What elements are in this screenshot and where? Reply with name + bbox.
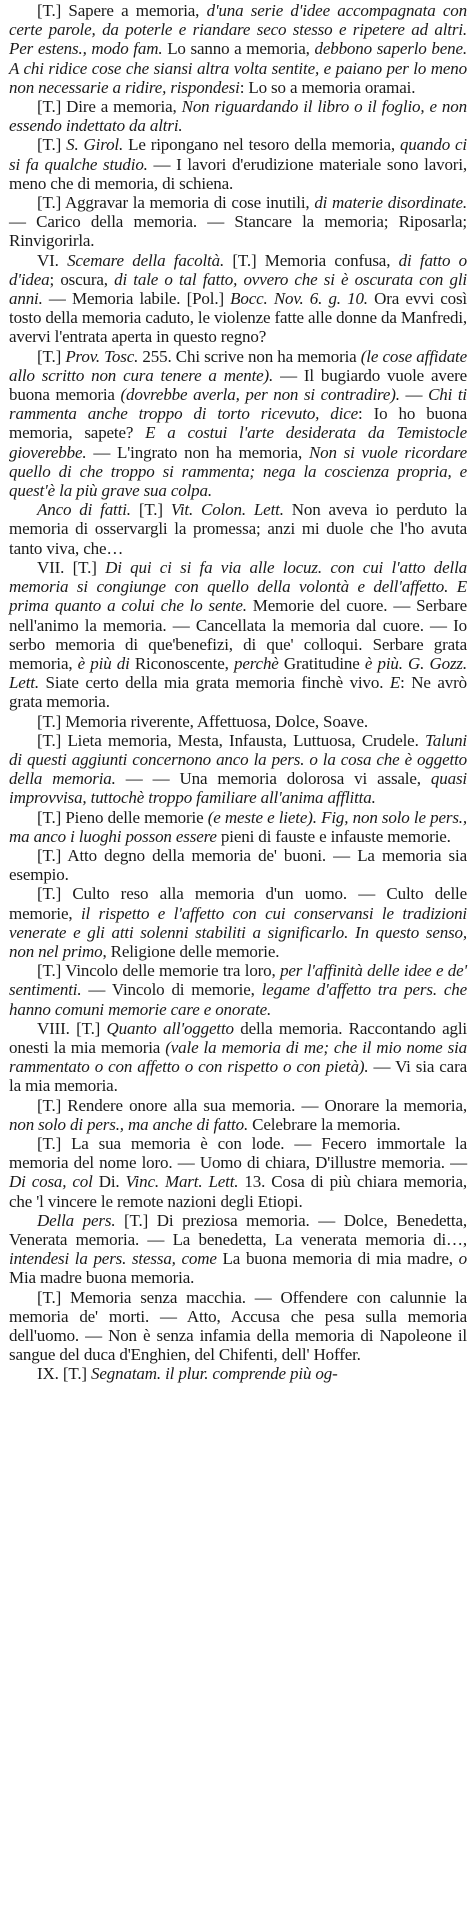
text-run: [T.] Culto reso alla memoria d'un uomo. — Culto delle memorie,: [9, 884, 467, 923]
text-run: — — Una memoria dolorosa vi assale,: [115, 769, 431, 789]
text-run: Mia madre buona memoria.: [9, 1268, 195, 1288]
italic-text-run: Vit. Colon. Lett.: [170, 500, 284, 520]
italic-text-run: legame d'affetto tra pers. che hanno comuni memorie care e onorate.: [9, 980, 467, 1019]
text-run: VI.: [37, 250, 68, 270]
italic-text-run: Bocc. Nov. 6. g. 10.: [230, 289, 368, 309]
italic-text-run: di tale o tal fatto, ovvero che si è oscurata con gli anni.: [9, 269, 467, 309]
italic-text-run: (le cose affidate allo scritto non cura tenere a mente).: [9, 346, 468, 385]
text-run: : Ne avrò grata memoria.: [9, 673, 467, 712]
text-run: — Il bugiardo vuole avere buona memoria: [9, 365, 468, 405]
text-run: : Lo so a memoria oramai.: [239, 77, 416, 97]
text-run: Le ripongano nel tesoro della memoria,: [123, 135, 400, 155]
italic-text-run: Prov. Tosc.: [65, 346, 139, 366]
text-run: —: [399, 385, 429, 405]
text-run: [T.] Atto degno della memoria de' buoni. — La memoria sia esempio.: [9, 845, 467, 885]
text-run: [T.] Dire a memoria,: [37, 97, 182, 117]
italic-text-run: debbono saperlo bene. A chi ridice cose che siansi altra volta sentite, e paiano per lo meno non necessarie a ridire, rispondesi: [9, 39, 467, 97]
entry-paragraph: [9, 884, 467, 961]
text-run: VII. [T.]: [37, 557, 106, 577]
text-run: [T.]: [37, 135, 67, 155]
text-run: Non aveva io perduto la memoria di osservargli la promessa; anzi mi duole che l'ho avuta tanto viva, che…: [9, 500, 468, 558]
italic-text-run: S. Girol.: [66, 135, 124, 155]
entry-paragraph: [9, 961, 467, 1019]
text-run: [T.] Lieta memoria, Mesta, Infausta, Luttuosa, Crudele.: [37, 730, 426, 750]
italic-text-run: Di qui ci si fa via alle locuz. con cui l'atto della memoria si congiunge con quello della volontà e dell'affetto. E prima quanto a colui che lo sente.: [9, 557, 467, 616]
text-run: [T.] Memoria confusa,: [224, 250, 399, 270]
text-run: — I lavori d'erudizione materiale sono lavori, meno che di memoria, di schiena.: [9, 154, 467, 193]
text-run: [T.]: [130, 500, 171, 520]
italic-text-run: d'una serie d'idee accompagnata con certe parole, da poterle e riandare seco stesso e ripetere ad altri. Per estens., modo fam.: [9, 1, 467, 59]
italic-text-run: per l'affinità delle idee e de' sentimenti.: [9, 961, 467, 1000]
text-run: pieni di fauste e infauste memorie.: [216, 826, 451, 846]
entry-paragraph: [9, 97, 467, 135]
italic-text-run: quasi improvvisa, tuttochè troppo familiare all'anima afflitta.: [9, 769, 467, 808]
text-run: IX. [T.]: [37, 1364, 92, 1384]
text-run: ; oscura,: [49, 269, 115, 289]
text-run: della memoria. Raccontando agli onesti la mia memoria: [9, 1018, 467, 1057]
text-run: — Memoria labile. [Pol.]: [42, 289, 231, 309]
italic-text-run: (e meste e liete). Fig, non solo le pers., ma anco i luoghi posson essere: [9, 807, 467, 846]
italic-text-run: Anco di fatti.: [37, 500, 131, 520]
text-run: VIII. [T.]: [37, 1018, 107, 1038]
italic-text-run: di materie disordinate.: [314, 193, 467, 213]
entry-paragraph: [9, 347, 467, 501]
italic-text-run: Di cosa, col: [9, 1172, 93, 1192]
text-run: — Carico della memoria. — Stancare la memoria; Riposarla; Rinvigorirla.: [9, 212, 467, 251]
text-run: [T.] Memoria riverente, Affettuosa, Dolce, Soave.: [37, 711, 368, 731]
text-run: , Religione delle memorie.: [102, 941, 280, 961]
italic-text-run: Quanto all'oggetto: [106, 1018, 234, 1038]
entry-paragraph: [9, 731, 467, 808]
italic-text-run: o: [458, 1249, 467, 1269]
italic-text-run: Della pers.: [37, 1210, 116, 1230]
italic-text-run: Non riguardando il libro o il foglio, e non essendo indettato da altri.: [9, 97, 467, 136]
italic-text-run: Scemare della facoltà.: [67, 250, 225, 270]
italic-text-run: è più. G. Gozz. Lett.: [9, 653, 467, 693]
entry-paragraph: [9, 193, 467, 251]
entry-paragraph: [9, 846, 467, 884]
text-run: [T.] Pieno delle memorie: [37, 807, 208, 827]
italic-text-run: Vinc. Mart. Lett.: [125, 1172, 239, 1192]
italic-text-run: (vale la memoria di me; che il mio nome sia rammentato o con affetto o con rispetto o con pietà).: [9, 1037, 467, 1077]
text-run: Gratitudine: [278, 653, 365, 673]
text-run: [T.] Sapere a memoria,: [37, 1, 207, 20]
italic-text-run: Segnatam. il plur. comprende più og-: [91, 1364, 338, 1384]
text-run: La buona memoria di mia madre,: [216, 1249, 459, 1269]
entry-paragraph: [9, 251, 467, 347]
entry-paragraph: [9, 712, 467, 731]
entry-paragraph: [9, 135, 467, 193]
italic-text-run: perchè: [233, 653, 279, 673]
text-run: — L'ingrato non ha memoria,: [86, 442, 309, 462]
entry-paragraph: [9, 500, 467, 558]
italic-text-run: Taluni di questi aggiunti concernono anco la pers. o la cosa che è oggetto della memoria.: [9, 730, 467, 789]
text-run: Memorie del cuore. — Serbare nell'animo la memoria. — Cancellata la memoria dal cuore. — Io serbo memoria di que'benefizi, di que' colloqui. Serbare grata memoria,: [9, 596, 467, 673]
text-run: [T.] Vincolo delle memorie tra loro,: [37, 961, 281, 981]
text-run: Lo sanno a memoria,: [162, 39, 315, 59]
italic-text-run: di fatto o d'idea: [9, 250, 467, 289]
italic-text-run: Chi ti rammenta anche troppo di torto ricevuto, dice: [9, 385, 467, 424]
text-run: 255. Chi scrive non ha memoria: [138, 346, 361, 366]
text-run: Di.: [92, 1172, 126, 1192]
entry-paragraph: [9, 1288, 467, 1365]
entry-paragraph: [9, 1096, 467, 1134]
italic-text-run: il rispetto e l'affetto con cui conservansi le tradizioni venerate e gli atti solenni stabiliti a significarlo. In questo senso, non nel primo: [9, 903, 467, 961]
text-run: [T.] Memoria senza macchia. — Offendere con calunnie la memoria de' morti. — Atto, Accusa che pesa sulla memoria dell'uomo. — Non è senza infamia della memoria di Napoleone il sangue del duca d'Enghien, del Chifenti, dell' Hoffer.: [9, 1287, 467, 1365]
entry-paragraph: [9, 1364, 467, 1383]
entry-paragraph: [9, 1019, 467, 1096]
text-run: Siate certo della mia grata memoria finchè vivo.: [38, 673, 390, 693]
italic-text-run: (dovrebbe averla, per non si contradire).: [120, 385, 400, 405]
text-run: [T.] Aggravar la memoria di cose inutili,: [37, 193, 315, 213]
italic-text-run: è più di: [77, 653, 130, 673]
text-run: — Vi sia cara la mia memoria.: [9, 1057, 467, 1096]
entry-paragraph: [9, 1134, 467, 1211]
text-run: [T.] La sua memoria è con lode. — Fecero immortale la memoria del nome loro. — Uomo di chiara, D'illustre memoria. —: [9, 1133, 467, 1173]
entry-paragraph: [9, 1211, 467, 1288]
text-run: 13. Cosa di più chiara memoria, che 'l vincere le remote nazioni degli Etiopi.: [9, 1172, 467, 1211]
italic-text-run: intendesi la pers. stessa, come: [9, 1249, 217, 1269]
entry-text-column: [9, 1, 467, 1384]
text-run: [T.]: [37, 346, 66, 366]
text-run: : Io ho buona memoria, sapete?: [9, 404, 467, 443]
text-run: Celebrare la memoria.: [248, 1114, 401, 1134]
italic-text-run: quando ci si fa qualche studio.: [9, 135, 468, 174]
text-run: [T.] Rendere onore alla sua memoria. — Onorare la memoria,: [37, 1095, 467, 1115]
italic-text-run: Non si vuole ricordare quello di che troppo si rammenta; nega la coscienza propria, e quest'è la più grave sua colpa.: [9, 442, 468, 501]
italic-text-run: non solo di pers., ma anche di fatto.: [9, 1114, 249, 1134]
entry-paragraph: [9, 808, 467, 846]
text-run: Ora evvi così tosto della memoria caduto, le violenze fatte alle donne da Manfredi, avervi l'entrata aperta in questo regno?: [9, 289, 467, 347]
italic-text-run: E a costui l'arte desiderata da Temistocle gioverebbe.: [9, 423, 467, 462]
text-run: — Vincolo di memorie,: [81, 980, 262, 1000]
entry-paragraph: [9, 558, 467, 712]
text-run: Riconoscente,: [129, 653, 234, 673]
entry-paragraph: [9, 1, 467, 97]
text-run: [T.] Di preziosa memoria. — Dolce, Benedetta, Venerata memoria. — La benedetta, La venerata memoria di…,: [9, 1210, 467, 1249]
italic-text-run: E: [389, 673, 401, 693]
